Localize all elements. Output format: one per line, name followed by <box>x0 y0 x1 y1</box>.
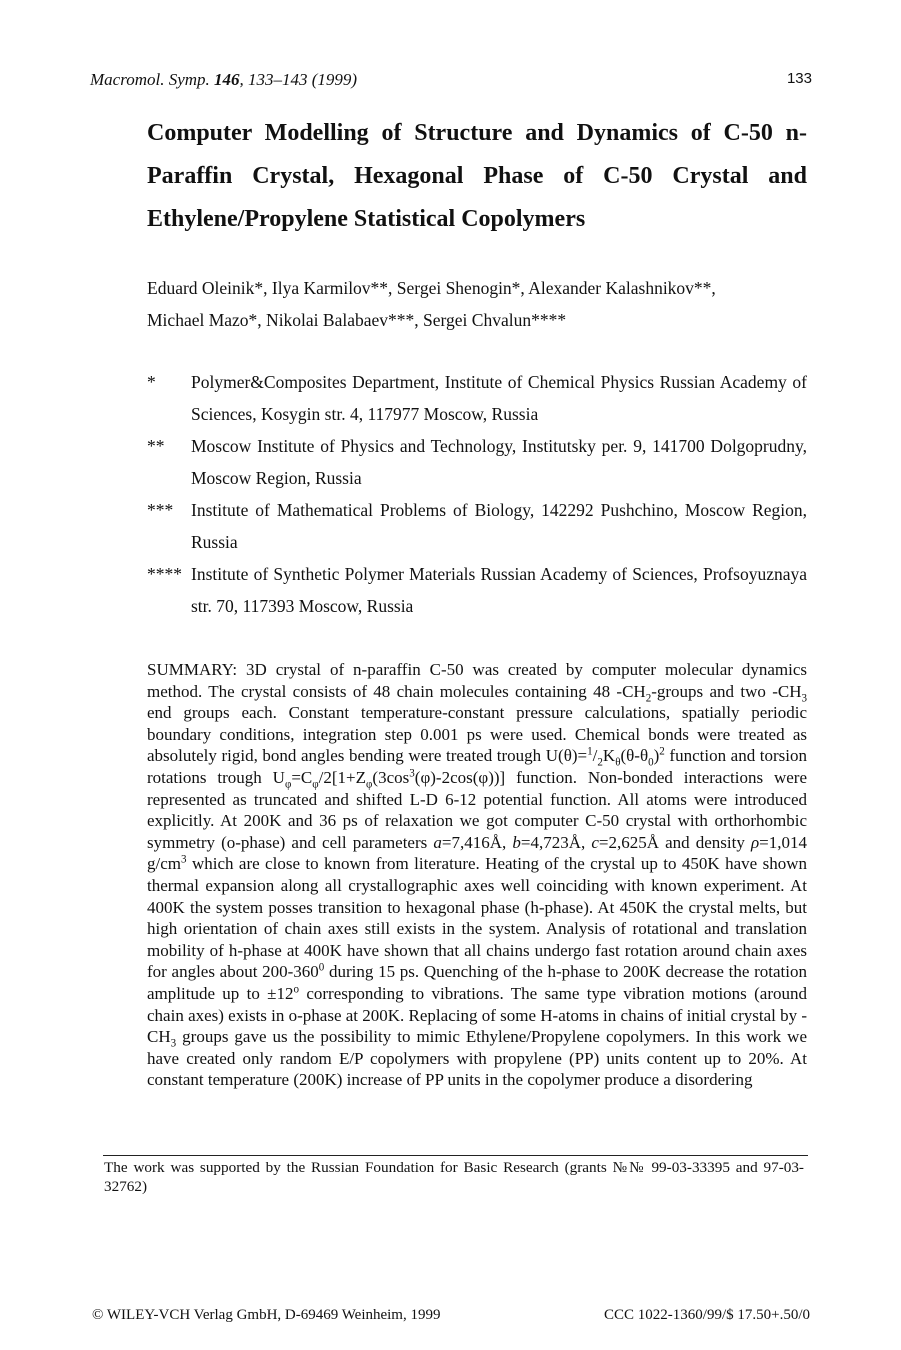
summary-text: SUMMARY: 3D crystal of n-paraffin C-50 was created by computer molecular dynamics method. The crystal consists of 48 chain molecules containing 48 -CH <box>147 660 807 701</box>
affiliation-item <box>147 430 807 494</box>
summary-text: ) <box>653 746 660 766</box>
symbol-c: c <box>591 832 599 852</box>
summary-text: K <box>602 746 616 766</box>
summary-text: (3cos <box>372 767 410 787</box>
affiliation-list <box>147 366 807 622</box>
superscript: 0 <box>318 961 325 974</box>
affiliation-mark: ** <box>147 436 165 456</box>
journal-volume: 146 <box>214 70 240 89</box>
footnote-divider <box>103 1155 808 1156</box>
summary-text: (θ-θ <box>620 746 649 766</box>
subscript: 3 <box>170 1037 177 1050</box>
superscript: 1 <box>587 745 593 758</box>
running-header <box>90 70 812 90</box>
symbol-b: b <box>512 832 521 852</box>
subscript: 3 <box>801 691 807 704</box>
affiliation-text: Institute of Synthetic Polymer Materials Russian Academy of Sciences, Profsoyuznaya str. 70, 117393 Moscow, Russia <box>191 564 807 616</box>
summary-text: =2,625Å and density <box>598 832 751 852</box>
summary-text: corresponding to vibrations. The same type vibration motions (around chain axes) exists in o-phase at 200K. Replacing of some H-atoms in chains of initial crystal by -CH <box>147 983 808 1047</box>
summary-text: / <box>592 746 598 766</box>
affiliation-item <box>147 366 807 430</box>
affiliation-text: Institute of Mathematical Problems of Biology, 142292 Pushchino, Moscow Region, Russia <box>191 500 807 552</box>
superscript: o <box>293 983 300 996</box>
ccc-code: CCC 1022-1360/99/$ 17.50+.50/0 <box>604 1307 810 1323</box>
author-line: Michael Mazo*, Nikolai Balabaev***, Sergei Chvalun**** <box>147 310 567 330</box>
journal-citation <box>90 70 357 89</box>
affiliation-item <box>147 558 807 622</box>
summary-text: groups gave us the possibility to mimic Ethylene/Propylene copolymers. In this work we have created only random E/P copolymers with propylene (PP) units content up to 20%. At constant temperature (200K) increase of PP units in the copolymer produce a disordering <box>147 1027 807 1090</box>
summary-text: =4,723Å, <box>520 832 592 852</box>
journal-pages-year: , 133–143 (1999) <box>239 70 358 89</box>
summary-text: during 15 ps. Quenching of the h-phase to 200K decrease the rotation amplitude up to ±12 <box>147 962 807 1003</box>
affiliation-item <box>147 494 807 558</box>
abstract-summary <box>147 659 807 1091</box>
summary-text: end groups each. Constant temperature-constant pressure calculations, spatially periodic boundary conditions, integration step 0.001 ps were used. Chemical bonds were treated as absolutely rigid, bond angles bending were treated trough U(θ)= <box>147 703 807 766</box>
funding-footnote: The work was supported by the Russian Foundation for Basic Research (grants №№ 99-03-33395 and 97-03-32762) <box>104 1159 804 1195</box>
summary-text: =7,416Å, <box>441 832 513 852</box>
journal-name: Macromol. Symp. <box>90 70 215 89</box>
summary-text: =C <box>291 767 313 787</box>
paper-title: Computer Modelling of Structure and Dynamics of C-50 n-Paraffin Crystal, Hexagonal Phase of C-50 Crystal and Ethylene/Propylene Statistical Copolymers <box>147 120 807 232</box>
summary-text: /2[1+Z <box>318 767 367 787</box>
subscript: φ <box>284 778 292 791</box>
author-list <box>147 272 807 336</box>
summary-text: (φ)-2cos(φ))] function. Non-bonded interactions were represented as truncated and shifted L-D 6-12 potential function. All atoms were introduced explicitly. At 200K and 36 ps of relaxation we got computer C-50 crystal with orthorhombic symmetry (o-phase) and cell parameters <box>147 767 807 852</box>
subscript: 2 <box>597 756 603 769</box>
affiliation-text: Polymer&Composites Department, Institute of Chemical Physics Russian Academy of Sciences, Kosygin str. 4, 117977 Moscow, Russia <box>191 372 807 424</box>
summary-text: function and torsion rotations trough U <box>147 746 808 787</box>
page-footer <box>92 1307 810 1324</box>
author-line: Eduard Oleinik*, Ilya Karmilov**, Sergei Shenogin*, Alexander Kalashnikov**, <box>147 278 716 298</box>
copyright-notice: © WILEY-VCH Verlag GmbH, D-69469 Weinheim, 1999 <box>92 1307 441 1323</box>
summary-text: -groups and two -CH <box>651 681 802 701</box>
subscript: 2 <box>645 691 652 704</box>
affiliation-mark: **** <box>147 564 182 584</box>
subscript: 0 <box>648 756 654 769</box>
affiliation-mark: *** <box>147 500 174 520</box>
subscript: φ <box>312 778 319 791</box>
affiliation-mark: * <box>147 372 156 392</box>
page-number: 133 <box>786 70 812 87</box>
symbol-rho: ρ <box>750 832 760 852</box>
superscript: 3 <box>181 853 187 866</box>
summary-text: which are close to known from literature. Heating of the crystal up to 450K have shown thermal expansion along all crystallographic axes well coinciding with known experiment. At 400K the system posses transition to hexagonal phase (h-phase). At 450K the crystal melts, but high orientation of chain axes still exists in the system. Analysis of rotational and translation mobility of h-phase at 400K have shown that all chains undergo fast rotation around chain axes for angles about 200-360 <box>147 854 807 982</box>
affiliation-text: Moscow Institute of Physics and Technology, Institutsky per. 9, 141700 Dolgoprudny, Moscow Region, Russia <box>191 436 807 488</box>
summary-text: =1,014 g/cm <box>147 832 807 874</box>
subscript: φ <box>366 778 373 791</box>
superscript: 3 <box>409 767 415 780</box>
superscript: 2 <box>659 745 665 758</box>
subscript: θ <box>615 756 621 769</box>
symbol-a: a <box>433 832 442 852</box>
